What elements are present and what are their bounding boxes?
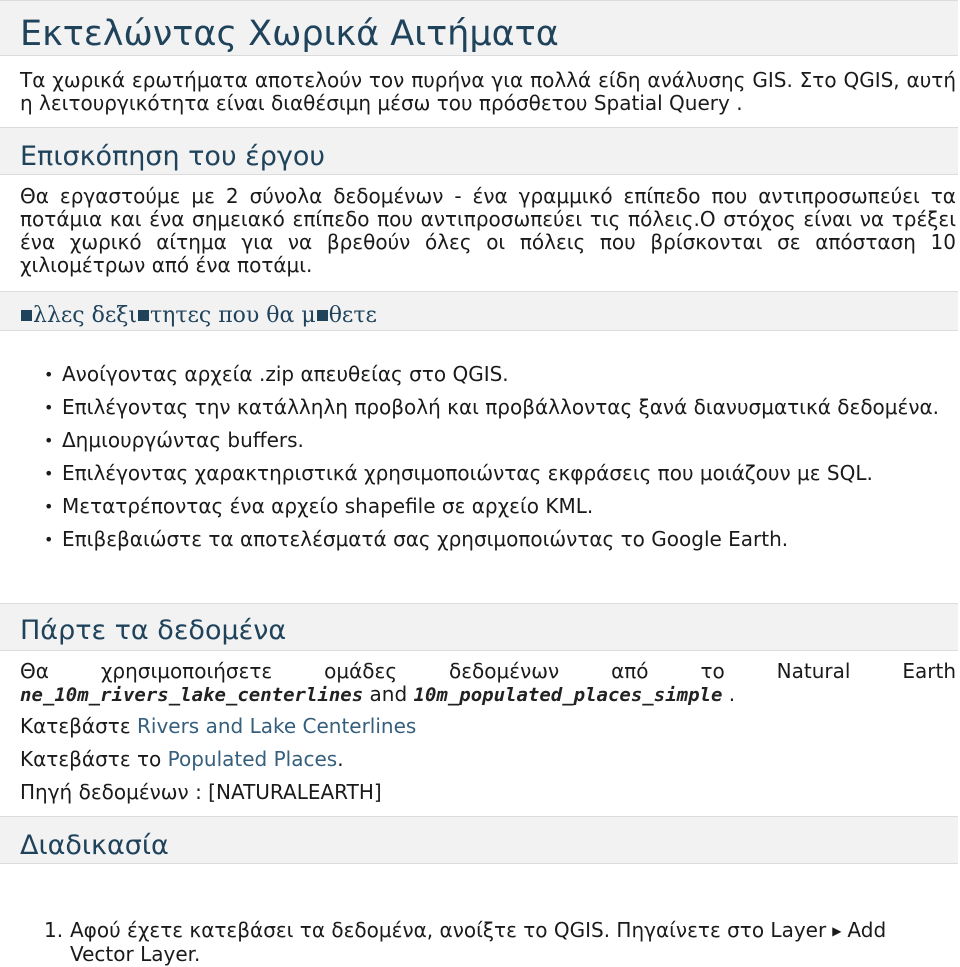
data-line2: ne_10m_rivers_lake_centerlines and 10m_populated_places_simple . xyxy=(20,682,736,706)
rivers-download-link[interactable]: Rivers and Lake Centerlines xyxy=(136,714,417,738)
data-line1: Θα χρησιμοποιήσετε ομάδες δεδομένων από το Natural Earth xyxy=(20,659,956,683)
page-title: Εκτελώντας Χωρικά Αιτήματα xyxy=(20,14,559,54)
menu-arrow-icon: ▶ xyxy=(832,924,842,938)
procedure-heading: Διαδικασία xyxy=(20,830,169,861)
data-section-bar xyxy=(0,603,958,651)
missing-glyph-icon xyxy=(138,310,149,321)
data-heading: Πάρτε τα δεδομένα xyxy=(20,615,287,646)
intro-paragraph: Τα χωρικά ερωτήματα αποτελούν τον πυρήνα για πολλά είδη ανάλυσης GIS. Στο QGIS, αυτή η λειτουργικότητα είναι διαθέσιμη μέσω του πρόσθετου Spatial Query . xyxy=(20,68,956,115)
list-item: 1. Αφού έχετε κατεβάσει τα δεδομένα, ανοίξτε το QGIS. Πηγαίνετε στο Layer ▶ Add Vector Layer. xyxy=(44,918,887,966)
list-item: • Επιλέγοντας την κατάλληλη προβολή και προβάλλοντας ξανά διανυσματικά δεδομένα. xyxy=(44,396,956,419)
procedure-section-bar xyxy=(0,816,958,864)
skills-list xyxy=(44,363,956,551)
menu-layer: Layer xyxy=(770,918,827,942)
missing-glyph-icon xyxy=(317,310,328,321)
list-item: • Ανοίγοντας αρχεία .zip απευθείας στο QGIS. xyxy=(44,363,956,386)
missing-glyph-icon xyxy=(21,310,32,321)
menu-add-vector-layer: Add Vector Layer xyxy=(70,918,887,966)
list-item: • Επιλέγοντας χαρακτηριστικά χρησιμοποιώντας εκφράσεις που μοιάζουν με SQL. xyxy=(44,462,956,485)
download-rivers-line: Κατεβάστε Rivers and Lake Centerlines xyxy=(20,714,417,738)
list-item: • Δημιουργώντας buffers. xyxy=(44,429,956,452)
skills-heading: λλες δεξι τητες που θα μ θετε xyxy=(20,303,377,329)
overview-paragraph: Θα εργαστούμε με 2 σύνολα δεδομένων - ένα γραμμικό επίπεδο που αντιπροσωπεύει τα ποτάμια και ένα σημειακό επίπεδο που αντιπροσωπεύει τις πόλεις.Ο στόχος είναι να τρέξει ένα χωρικό αίτημα για να βρεθούν όλες οι πόλεις που βρίσκονται σε απόσταση 10 χιλιομέτρων από ένα ποτάμι. xyxy=(20,184,956,277)
overview-section-bar xyxy=(0,127,958,175)
data-source-line: Πηγή δεδομένων : [NATURALEARTH] xyxy=(20,780,382,804)
dataset-name-rivers: ne_10m_rivers_lake_centerlines xyxy=(20,684,364,706)
list-item: • Επιβεβαιώστε τα αποτελέσματά σας χρησιμοποιώντας το Google Earth. xyxy=(44,528,956,551)
download-places-line: Κατεβάστε το Populated Places. xyxy=(20,747,344,771)
skills-section-bar xyxy=(0,291,958,331)
places-download-link[interactable]: Populated Places xyxy=(167,747,338,771)
list-item: • Μετατρέποντας ένα αρχείο shapefile σε αρχείο KML. xyxy=(44,495,956,518)
overview-heading: Επισκόπηση του έργου xyxy=(20,141,326,172)
procedure-steps xyxy=(44,919,956,966)
dataset-name-places: 10m_populated_places_simple xyxy=(413,684,723,706)
title-bar xyxy=(0,0,958,56)
